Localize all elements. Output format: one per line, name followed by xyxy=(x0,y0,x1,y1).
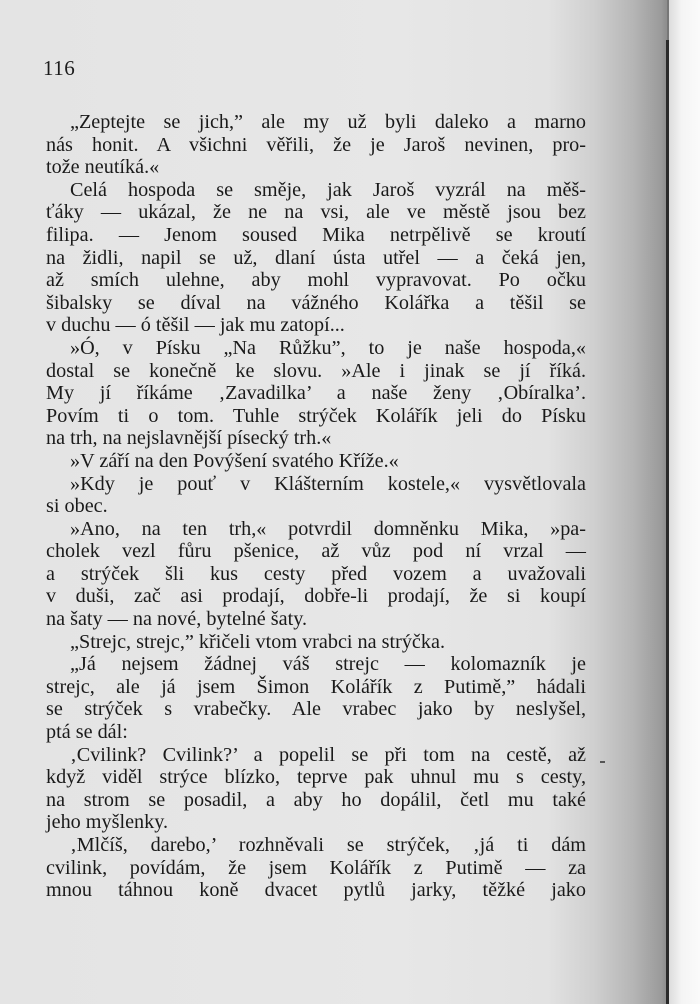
margin-speck xyxy=(600,761,605,763)
text-line: ‚Mlčíš, darebo,’ rozhněvali se strýček, ‚já ti dám xyxy=(70,834,586,856)
text-line: na trh, na nejslavnější písecký trh.« xyxy=(46,427,332,450)
text-line: ‚Cvilink? Cvilink?’ a popelil se při tom na cestě, až xyxy=(70,743,586,766)
page-number: 116 xyxy=(43,56,76,80)
text-line: na židli, napil se už, dlaní ústa utřel — a čeká jen, xyxy=(46,246,586,269)
text-line: mnou táhnou koně dvacet pytlů jarky, těžké jako xyxy=(46,879,586,902)
text-line: a strýček šli kus cesty před vozem a uvažovali xyxy=(46,562,586,585)
text-line: tože neutíká.« xyxy=(46,156,160,179)
body-text xyxy=(46,111,586,902)
text-line: »Kdy je pouť v Klášterním kostele,« vysvětlovala xyxy=(70,472,586,495)
text-line: „Strejc, strejc,” křičeli vtom vrabci na strýčka. xyxy=(70,630,445,653)
text-line: na šaty — na nové, bytelné šaty. xyxy=(46,608,308,631)
text-line: Celá hospoda se směje, jak Jaroš vyzrál na měš- xyxy=(70,178,586,201)
text-line: když viděl strýce blízko, teprve pak uhnul mu s cesty, xyxy=(46,766,586,789)
background-beyond-page xyxy=(669,0,700,1004)
text-line: „Já nejsem žádnej váš strejc — kolomazník je xyxy=(70,653,586,676)
text-line: »Ano, na ten trh,« potvrdil domněnku Mika, »pa- xyxy=(70,517,586,540)
text-line: My jí říkáme ‚Zavadilka’ a naše ženy ‚Obíralka’. xyxy=(46,382,586,405)
text-line: jeho myšlenky. xyxy=(46,811,169,834)
text-line: až smích ulehne, aby mohl vypravovat. Po očku xyxy=(46,269,586,292)
text-line: cholek vezl fůru pšenice, až vůz pod ní vrzal — xyxy=(46,540,586,563)
text-line: filipa. — Jenom soused Mika netrpělivě se kroutí xyxy=(46,223,586,246)
text-line: strejc, ale já jsem Šimon Kolářík z Putimě,” hádali xyxy=(46,675,586,698)
text-line: dostal se konečně ke slovu. »Ale i jinak se jí říká. xyxy=(46,359,586,382)
text-line: si obec. xyxy=(46,495,108,518)
text-line: v duši, zač asi prodají, dobře-li prodají, že si koupí xyxy=(46,585,586,608)
text-line: šibalsky se díval na vážného Kolářka a těšil se xyxy=(46,291,586,314)
text-line: se strýček s vrabečky. Ale vrabec jako by neslyšel, xyxy=(46,698,586,721)
text-line: »Ó, v Písku „Na Růžku”, to je naše hospoda,« xyxy=(70,336,586,359)
text-line: »V září na den Povýšení svatého Kříže.« xyxy=(70,449,399,472)
text-line: cvilink, povídám, že jsem Kolářík z Putimě — za xyxy=(46,856,586,879)
text-line: Povím ti o tom. Tuhle strýček Kolářík jeli do Písku xyxy=(46,404,586,427)
text-line: ptá se dál: xyxy=(46,721,128,744)
text-line: nás honit. A všichni věřili, že je Jaroš nevinen, pro- xyxy=(46,133,586,156)
text-line: ťáky — ukázal, že ne na vsi, ale ve městě jsou bez xyxy=(46,201,586,224)
text-line: v duchu — ó těšil — jak mu zatopí... xyxy=(46,314,345,337)
text-line: na strom se posadil, a aby ho dopálil, četl mu také xyxy=(46,788,586,811)
text-line: „Zeptejte se jich,” ale my už byli daleko a marno xyxy=(70,111,586,133)
